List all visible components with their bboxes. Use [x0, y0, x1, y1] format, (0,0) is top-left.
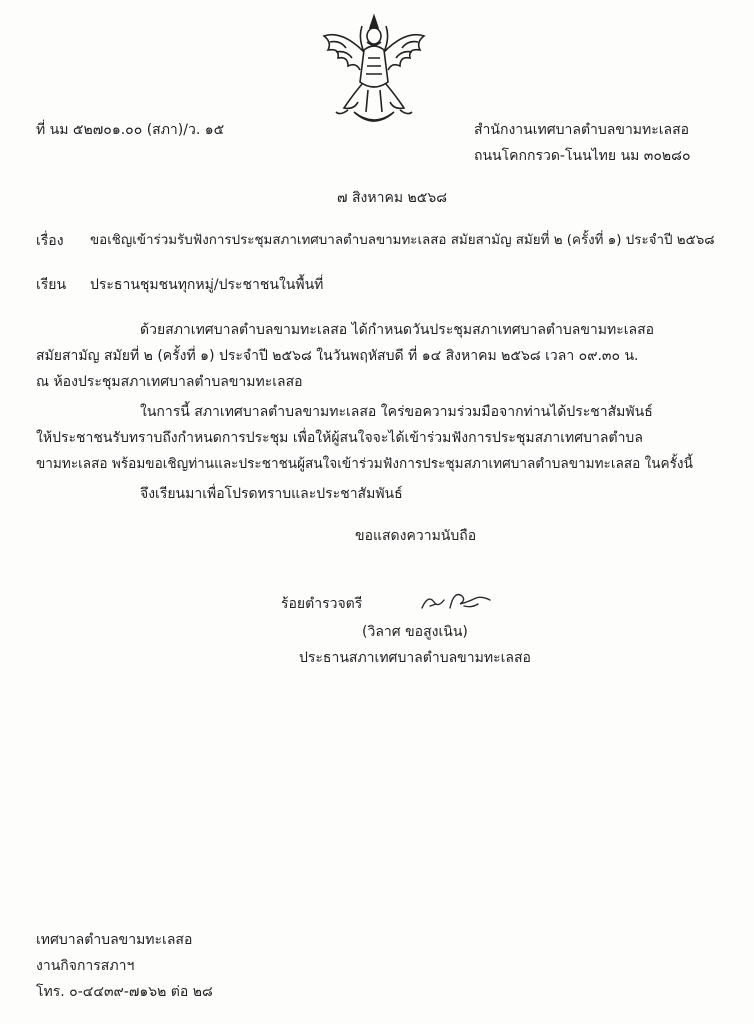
recipient-label: เรียน — [36, 277, 67, 293]
body-p1-line1: ด้วยสภาเทศบาลตำบลขามทะเลสอ ได้กำหนดวันประชุมสภาเทศบาลตำบลขามทะเลสอ — [140, 322, 655, 338]
office-address-line2: ถนนโคกกรวด-โนนไทย นม ๓๐๒๘๐ — [474, 148, 691, 164]
recipient-text: ประธานชุมชนทุกหมู่/ประชาชนในพื้นที่ — [90, 277, 324, 293]
reference-number: ที่ นม ๕๒๗๐๑.๐๐ (สภา)/ว. ๑๕ — [36, 122, 225, 138]
footer-dept: งานกิจการสภาฯ — [36, 958, 135, 974]
office-address-line1: สำนักงานเทศบาลตำบลขามทะเลสอ — [474, 122, 690, 138]
signatory-name: (วิลาศ ขอสูงเนิน) — [362, 624, 468, 640]
body-p2-line3: ขามทะเลสอ พร้อมขอเชิญท่านและประชาชนผู้สนใจเข้าร่วมฟังการประชุมสภาเทศบาลตำบลขามทะเลสอ ในครั้งนี้ — [36, 456, 693, 472]
body-p3: จึงเรียนมาเพื่อโปรดทราบและประชาสัมพันธ์ — [140, 486, 403, 502]
body-p1-line3: ณ ห้องประชุมสภาเทศบาลตำบลขามทะเลสอ — [36, 374, 303, 390]
signatory-rank: ร้อยตำรวจตรี — [281, 596, 363, 612]
garuda-emblem-icon — [318, 12, 430, 130]
footer-org: เทศบาลตำบลขามทะเลสอ — [36, 932, 193, 948]
subject-label: เรื่อง — [36, 233, 64, 249]
subject-text: ขอเชิญเข้าร่วมรับฟังการประชุมสภาเทศบาลตำบลขามทะเลสอ สมัยสามัญ สมัยที่ ๒ (ครั้งที่ ๑) ประจำปี ๒๕๖๘ — [90, 233, 715, 248]
body-p1-line2: สมัยสามัญ สมัยที่ ๒ (ครั้งที่ ๑) ประจำปี ๒๕๖๘ ในวันพฤหัสบดี ที่ ๑๔ สิงหาคม ๒๕๖๘ เวลา ๐๙.๓๐ น. — [36, 348, 639, 364]
body-p2-line2: ให้ประชาชนรับทราบถึงกำหนดการประชุม เพื่อให้ผู้สนใจจะได้เข้าร่วมฟังการประชุมสภาเทศบาลตำบล — [36, 430, 643, 446]
letter-date: ๗ สิงหาคม ๒๕๖๘ — [337, 190, 448, 206]
closing-regards: ขอแสดงความนับถือ — [355, 528, 477, 544]
signatory-position: ประธานสภาเทศบาลตำบลขามทะเลสอ — [299, 650, 531, 666]
handwritten-signature — [420, 586, 492, 616]
body-p2-line1: ในการนี้ สภาเทศบาลตำบลขามทะเลสอ ใคร่ขอความร่วมมือจากท่านได้ประชาสัมพันธ์ — [140, 404, 653, 420]
footer-phone: โทร. ๐-๔๔๓๙-๗๑๖๒ ต่อ ๒๘ — [36, 984, 213, 1000]
